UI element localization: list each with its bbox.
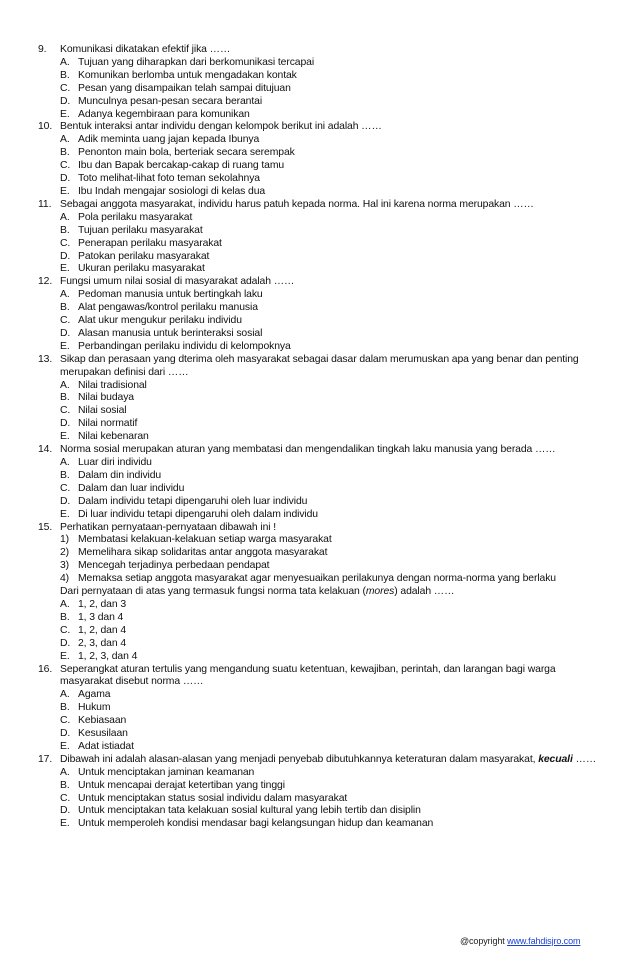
option-b: B. Tujuan perilaku masyarakat xyxy=(60,224,203,236)
option-c: C. Penerapan perilaku masyarakat xyxy=(60,237,222,249)
question-10 xyxy=(38,121,598,198)
question-13 xyxy=(38,354,598,444)
option-c: C. Kebiasaan xyxy=(60,715,127,727)
question-12 xyxy=(38,276,598,353)
copyright-text: @copyright xyxy=(460,936,508,946)
option-e: E. Adat istiadat xyxy=(60,740,134,752)
question-number: 16. xyxy=(38,663,53,675)
question-stem: Bentuk interaksi antar individu dengan kelompok berikut ini adalah …… xyxy=(60,121,382,133)
question-number: 15. xyxy=(38,521,53,533)
option-e: E. Untuk memperoleh kondisi mendasar bagi kelangsungan hidup dan keamanan xyxy=(60,818,434,830)
option-b: B. Untuk mencapai derajat ketertiban yang tinggi xyxy=(60,779,285,791)
question-stem: Seperangkat aturan tertulis yang mengandung suatu ketentuan, kewajiban, perintah, dan larangan bagi warga masyarakat disebut norma …… xyxy=(60,663,556,688)
option-d: D. Untuk menciptakan tata kelakuan sosial kultural yang lebih tertib dan disiplin xyxy=(60,805,421,817)
option-a: A. 1, 2, dan 3 xyxy=(60,598,127,610)
question-9 xyxy=(38,44,598,121)
statement-1: 1) Membatasi kelakuan-kelakuan setiap warga masyarakat xyxy=(60,534,332,546)
question-number: 10. xyxy=(38,121,53,133)
option-a: A. Nilai tradisional xyxy=(60,379,147,391)
option-a: A. Tujuan yang diharapkan dari berkomunikasi tercapai xyxy=(60,56,315,68)
copyright-footer xyxy=(460,936,580,946)
option-d: D. Patokan perilaku masyarakat xyxy=(60,250,210,262)
option-b: B. 1, 3 dan 4 xyxy=(60,611,124,623)
question-11 xyxy=(38,199,598,276)
question-16 xyxy=(38,664,598,754)
option-c: C. Pesan yang disampaikan telah sampai ditujuan xyxy=(60,82,291,94)
option-a: A. Adik meminta uang jajan kepada Ibunya xyxy=(60,134,260,146)
option-d: D. 2, 3, dan 4 xyxy=(60,637,127,649)
option-a: A. Untuk menciptakan jaminan keamanan xyxy=(60,766,255,778)
question-number: 9. xyxy=(38,44,47,55)
option-e: E. 1, 2, 3, dan 4 xyxy=(60,650,138,662)
question-prompt: Dari pernyataan di atas yang termasuk fungsi norma tata kelakuan (mores) adalah …… xyxy=(60,586,455,598)
option-a: A. Agama xyxy=(60,689,111,701)
question-15 xyxy=(38,522,598,664)
option-c: C. 1, 2, dan 4 xyxy=(60,624,127,636)
question-stem: Komunikasi dikatakan efektif jika …… xyxy=(60,44,231,55)
option-e: E. Nilai kebenaran xyxy=(60,431,149,443)
option-b: B. Alat pengawas/kontrol perilaku manusia xyxy=(60,302,258,314)
question-number: 13. xyxy=(38,353,53,365)
question-14 xyxy=(38,444,598,521)
question-stem: Perhatikan pernyataan-pernyataan dibawah ini ! xyxy=(60,521,277,533)
option-c: C. Ibu dan Bapak bercakap-cakap di ruang tamu xyxy=(60,160,285,172)
question-number: 14. xyxy=(38,444,53,456)
option-b: B. Penonton main bola, berteriak secara serempak xyxy=(60,147,295,159)
question-number: 17. xyxy=(38,753,53,765)
option-d: D. Munculnya pesan-pesan secara berantai xyxy=(60,95,263,107)
question-stem: Fungsi umum nilai sosial di masyarakat adalah …… xyxy=(60,276,295,288)
option-e: E. Ibu Indah mengajar sosiologi di kelas dua xyxy=(60,185,266,197)
option-c: C. Untuk menciptakan status sosial individu dalam masyarakat xyxy=(60,792,348,804)
website-link[interactable]: www.fahdisjro.com xyxy=(507,936,581,946)
option-a: A. Luar diri individu xyxy=(60,457,152,468)
statement-3: 3) Mencegah terjadinya perbedaan pendapat xyxy=(60,560,270,572)
option-b: B. Dalam din individu xyxy=(60,469,162,481)
option-b: B. Hukum xyxy=(60,702,111,714)
option-d: D. Toto melihat-lihat foto teman sekolahnya xyxy=(60,173,260,185)
option-c: C. Dalam dan luar individu xyxy=(60,482,185,494)
option-d: D. Alasan manusia untuk berinteraksi sosial xyxy=(60,327,263,339)
statement-4: 4) Memaksa setiap anggota masyarakat agar menyesuaikan perilakunya dengan norma-norma yang berlaku xyxy=(60,573,556,585)
question-stem: Sebagai anggota masyarakat, individu harus patuh kepada norma. Hal ini karena norma merupakan …… xyxy=(60,198,534,210)
option-d: D. Nilai normatif xyxy=(60,418,138,430)
option-c: C. Alat ukur mengukur perilaku individu xyxy=(60,315,242,327)
statement-2: 2) Memelihara sikap solidaritas antar anggota masyarakat xyxy=(60,547,328,559)
question-number: 12. xyxy=(38,276,53,288)
option-e: E. Adanya kegembiraan para komunikan xyxy=(60,108,250,120)
option-e: E. Di luar individu tetapi dipengaruhi oleh dalam individu xyxy=(60,508,318,520)
option-b: B. Nilai budaya xyxy=(60,392,134,404)
option-b: B. Komunikan berlomba untuk mengadakan kontak xyxy=(60,69,297,81)
option-e: E. Perbandingan perilaku individu di kelompoknya xyxy=(60,340,291,352)
question-list xyxy=(38,44,598,831)
question-17 xyxy=(38,754,598,831)
question-stem: Dibawah ini adalah alasan-alasan yang menjadi penyebab dibutuhkannya keteraturan dalam masyarakat, kecuali …… xyxy=(60,753,597,765)
option-d: D. Kesusilaan xyxy=(60,728,128,740)
option-c: C. Nilai sosial xyxy=(60,405,127,417)
option-a: A. Pola perilaku masyarakat xyxy=(60,211,193,223)
option-e: E. Ukuran perilaku masyarakat xyxy=(60,263,205,275)
option-a: A. Pedoman manusia untuk bertingkah laku xyxy=(60,289,263,301)
question-stem: Sikap dan perasaan yang dterima oleh masyarakat sebagai dasar dalam merumuskan apa yang benar dan penting merupakan definisi dari …… xyxy=(60,353,579,378)
question-stem: Norma sosial merupakan aturan yang membatasi dan mengendalikan tingkah laku manusia yang berada …… xyxy=(60,444,556,456)
option-d: D. Dalam individu tetapi dipengaruhi oleh luar individu xyxy=(60,495,308,507)
question-number: 11. xyxy=(38,198,52,210)
